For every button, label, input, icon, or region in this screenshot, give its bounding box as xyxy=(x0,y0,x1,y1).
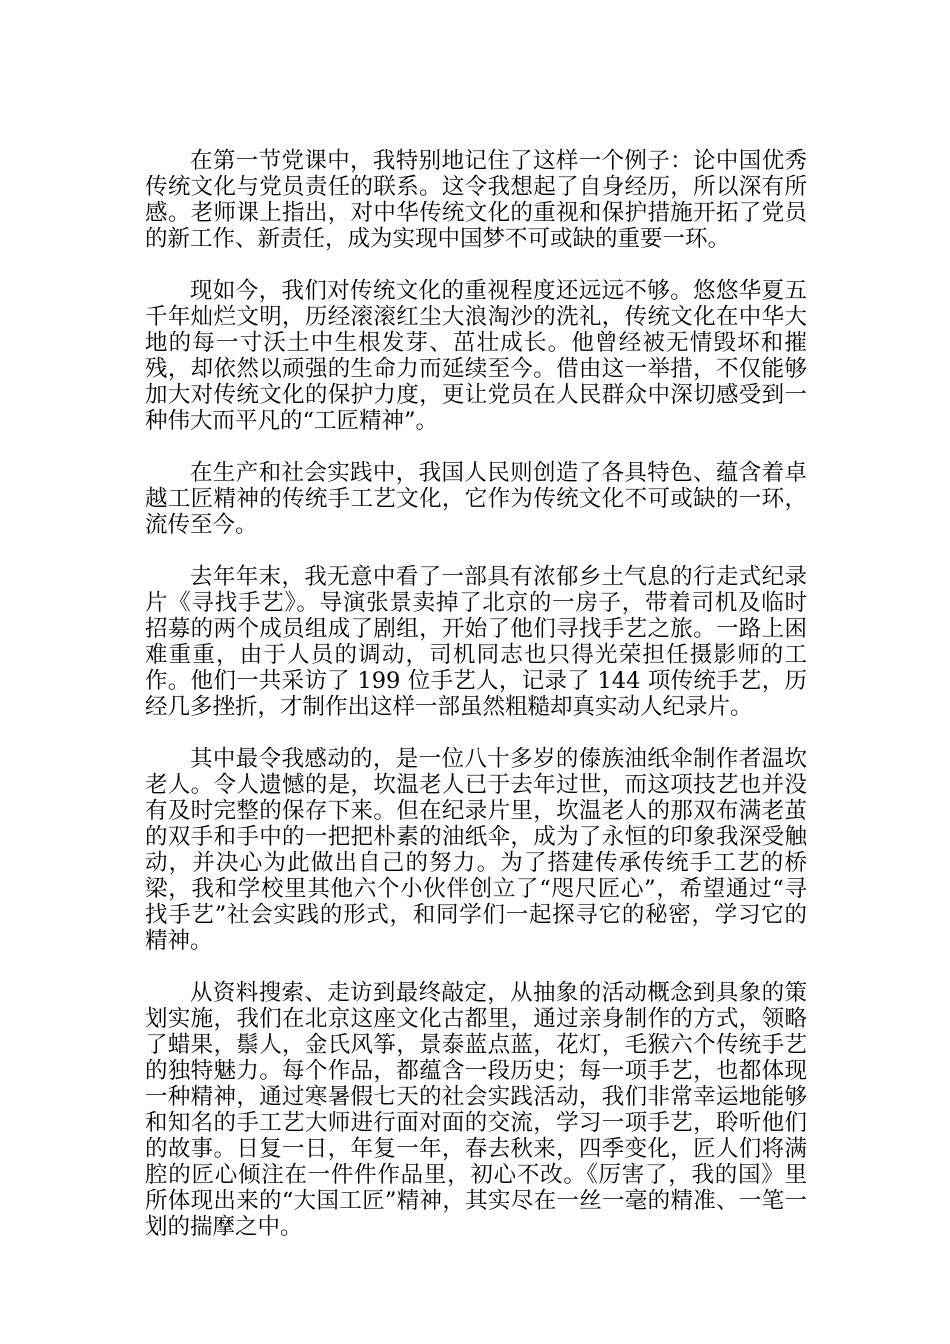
paragraph-1: 在第一节党课中，我特别地记住了这样一个例子：论中国优秀传统文化与党员责任的联系。这令我想起了自身经历，所以深有所感。老师课上指出，对中华传统文化的重视和保护措施开拓了党员的新工作、新责任，成为实现中国梦不可或缺的重要一环。 xyxy=(145,148,807,252)
paragraph-4: 去年年末，我无意中看了一部具有浓郁乡土气息的行走式纪录片《寻找手艺》。导演张景卖掉了北京的一房子，带着司机及临时招募的两个成员组成了剧组，开始了他们寻找手艺之旅。一路上困难重重，由于人员的调动，司机同志也只得光荣担任摄影师的工作。他们一共采访了 199 位手艺人，记录了 144 项传统手艺，历经几多挫折，才制作出这样一部虽然粗糙却真实动人纪录片。 xyxy=(145,564,807,720)
paragraph-5: 其中最令我感动的，是一位八十多岁的傣族油纸伞制作者温坎老人。令人遗憾的是，坎温老人已于去年过世，而这项技艺也并没有及时完整的保存下来。但在纪录片里，坎温老人的那双布满老茧的双手和手中的一把把朴素的油纸伞，成为了永恒的印象我深受触动，并决心为此做出自己的努力。为了搭建传承传统手工艺的桥梁，我和学校里其他六个小伙伴创立了“咫尺匠心”，希望通过“寻找手艺”社会实践的形式，和同学们一起探寻它的秘密，学习它的精神。 xyxy=(145,746,807,954)
paragraph-6: 从资料搜索、走访到最终敲定，从抽象的活动概念到具象的策划实施，我们在北京这座文化古都里，通过亲身制作的方式，领略了蜡果，鬃人，金氏风筝，景泰蓝点蓝，花灯，毛猴六个传统手艺的独特魅力。每个作品，都蕴含一段历史；每一项手艺，也都体现一种精神，通过寒暑假七天的社会实践活动，我们非常幸运地能够和知名的手工艺大师进行面对面的交流，学习一项手艺，聆听他们的故事。日复一日，年复一年，春去秋来，四季变化，匠人们将满腔的匠心倾注在一件件作品里，初心不改。《厉害了，我的国》里所体现出来的“大国工匠”精神，其实尽在一丝一毫的精准、一笔一划的揣摩之中。 xyxy=(145,980,807,1240)
document-body xyxy=(145,148,807,1240)
paragraph-2: 现如今，我们对传统文化的重视程度还远远不够。悠悠华夏五千年灿烂文明，历经滚滚红尘大浪淘沙的洗礼，传统文化在中华大地的每一寸沃土中生根发芽、茁壮成长。他曾经被无情毁坏和摧残，却依然以顽强的生命力而延续至今。借由这一举措，不仅能够加大对传统文化的保护力度，更让党员在人民群众中深切感受到一种伟大而平凡的“工匠精神”。 xyxy=(145,278,807,434)
paragraph-3: 在生产和社会实践中，我国人民则创造了各具特色、蕴含着卓越工匠精神的传统手工艺文化，它作为传统文化不可或缺的一环，流传至今。 xyxy=(145,460,807,538)
